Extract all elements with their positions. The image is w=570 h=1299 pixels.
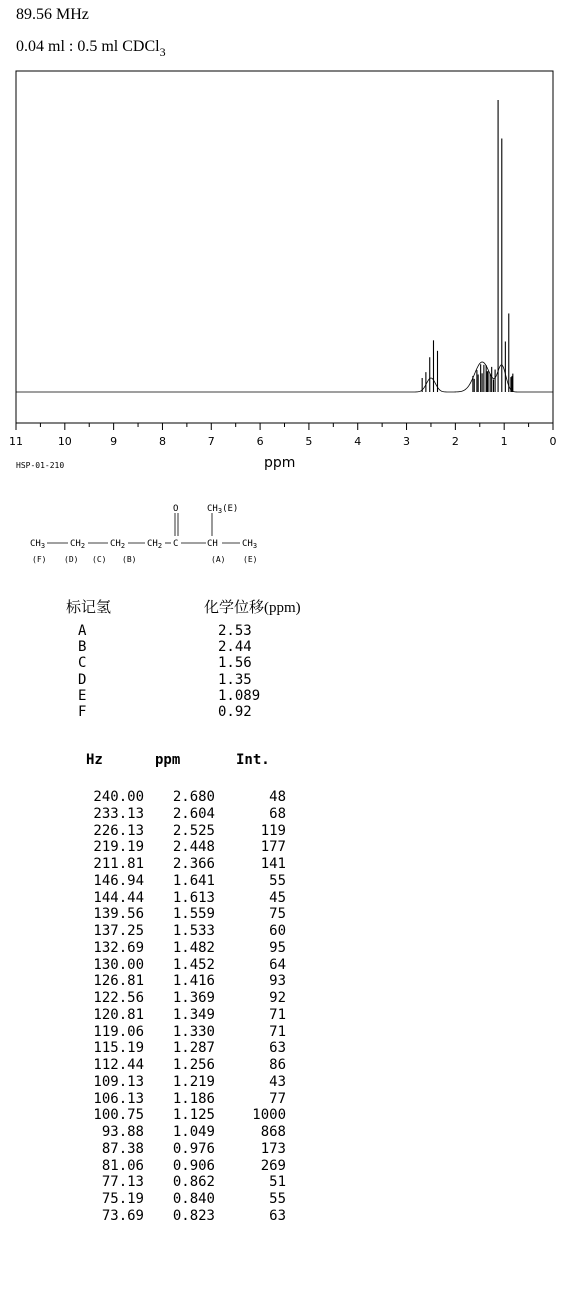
peak-row xyxy=(60,1174,286,1191)
peak-row xyxy=(60,1074,286,1091)
x-tick-label: 8 xyxy=(158,435,166,448)
peak-row xyxy=(60,873,286,890)
peak-row xyxy=(60,823,286,840)
peak-int: 60 xyxy=(269,923,286,939)
peak-row xyxy=(60,1040,286,1057)
peak-int: 63 xyxy=(269,1207,286,1224)
x-tick-label: 7 xyxy=(207,435,215,448)
peak-hz: 100.75 xyxy=(93,1107,144,1124)
assignment-row xyxy=(78,688,260,704)
branch-methyl-ch: CH xyxy=(207,504,218,514)
assignment-row xyxy=(78,639,260,655)
peak-ppm: 1.256 xyxy=(172,1057,215,1073)
peak-hz: 106.13 xyxy=(93,1090,144,1107)
peak-row xyxy=(60,1124,286,1141)
peak-ppm: 1.641 xyxy=(172,872,215,889)
assign-header-label: 标记氢 xyxy=(66,600,112,616)
peak-ppm: 2.366 xyxy=(172,856,215,872)
atom-e: $CH_3$ xyxy=(242,539,258,550)
x-tick-label: 9 xyxy=(110,435,118,448)
assignment-label: B xyxy=(78,639,87,656)
sample-subscript: 3 xyxy=(159,45,166,59)
assignment-label: C xyxy=(78,655,87,672)
branch-methyl-tag: (E) xyxy=(222,504,239,514)
peak-hz: 77.13 xyxy=(101,1174,144,1191)
atom-d: $CH_2$ xyxy=(70,539,86,550)
peak-int: 45 xyxy=(269,889,286,906)
assignment-shift: 0.92 xyxy=(218,704,252,721)
peak-hz: 93.88 xyxy=(101,1124,144,1140)
peak-ppm: 1.613 xyxy=(172,889,215,906)
peak-hz: 119.06 xyxy=(93,1023,144,1040)
peak-hz: 73.69 xyxy=(101,1207,144,1224)
peak-row xyxy=(60,957,286,974)
peak-ppm: 0.906 xyxy=(172,1157,215,1174)
peak-ppm: 1.369 xyxy=(172,990,215,1006)
peak-hz: 137.25 xyxy=(93,923,144,939)
peak-hz: 130.00 xyxy=(93,956,144,973)
peak-ppm: 1.482 xyxy=(172,939,215,956)
atom-b: $CH_2$ xyxy=(147,539,163,550)
peak-int: 86 xyxy=(269,1057,286,1073)
peak-hz: 126.81 xyxy=(93,973,144,990)
assignment-row xyxy=(78,704,260,720)
x-tick-label: 10 xyxy=(57,435,72,448)
peak-row xyxy=(60,973,286,990)
assignment-shift: 2.53 xyxy=(218,623,252,639)
peak-int: 63 xyxy=(269,1040,286,1057)
peak-ppm: 1.219 xyxy=(172,1073,215,1090)
peak-int: 77 xyxy=(269,1090,286,1107)
peak-hz: 81.06 xyxy=(101,1157,144,1174)
plot-frame xyxy=(16,71,553,423)
x-tick-label: 2 xyxy=(451,435,459,448)
peak-int: 68 xyxy=(269,805,286,822)
peak-hz: 146.94 xyxy=(93,872,144,889)
sample-text: 0.04 ml : 0.5 ml CDCl xyxy=(16,38,160,55)
peak-int: 1000 xyxy=(252,1107,286,1124)
assignment-label: F xyxy=(78,704,87,721)
assignment-row xyxy=(78,672,260,688)
peak-hz: 144.44 xyxy=(93,889,144,906)
peak-row xyxy=(60,1024,286,1041)
peak-int: 55 xyxy=(269,1191,286,1207)
tag-b: (B) xyxy=(122,555,137,564)
atom-a: CH xyxy=(207,539,218,549)
x-tick-label: 5 xyxy=(305,435,313,448)
peak-hz: 139.56 xyxy=(93,906,144,923)
assignment-shift: 1.35 xyxy=(218,671,252,688)
branch-methyl-sub: 3 xyxy=(217,507,223,515)
spectrum-code: HSP-01-210 xyxy=(16,461,65,470)
peak-int: 177 xyxy=(260,839,286,856)
peak-hz: 112.44 xyxy=(93,1057,144,1073)
peak-ppm: 0.976 xyxy=(172,1140,215,1157)
assign-header-shift: 化学位移(ppm) xyxy=(204,600,301,616)
peak-row xyxy=(60,1141,286,1158)
peak-row xyxy=(60,1007,286,1024)
sample-concentration xyxy=(16,38,166,60)
peak-int: 92 xyxy=(269,990,286,1006)
x-tick-label: 3 xyxy=(403,435,411,448)
x-tick-label: 4 xyxy=(354,435,362,448)
tag-c: (C) xyxy=(92,555,107,564)
peak-ppm: 1.559 xyxy=(172,906,215,923)
peak-ppm: 1.186 xyxy=(172,1090,215,1107)
atom-c: $CH_2$ xyxy=(110,539,126,550)
peak-row xyxy=(60,839,286,856)
atom-f: $CH_3$ xyxy=(30,539,46,550)
header-int: Int. xyxy=(236,752,270,768)
peak-row xyxy=(60,1091,286,1108)
assignment-table xyxy=(78,623,260,720)
assignment-row xyxy=(78,623,260,639)
assignment-label: A xyxy=(78,623,87,639)
peak-row xyxy=(60,1208,286,1225)
peak-int: 173 xyxy=(260,1140,286,1157)
peak-int: 55 xyxy=(269,872,286,889)
x-tick-label: 0 xyxy=(549,435,557,448)
peak-int: 51 xyxy=(269,1174,286,1191)
peak-ppm: 1.349 xyxy=(172,1006,215,1023)
assignment-shift: 1.56 xyxy=(218,655,252,672)
x-tick-label: 11 xyxy=(9,435,23,448)
peak-row xyxy=(60,1057,286,1074)
peak-row xyxy=(60,1191,286,1208)
peak-ppm: 2.448 xyxy=(172,839,215,856)
peak-ppm: 2.525 xyxy=(172,822,215,839)
assignment-label: E xyxy=(78,687,87,704)
peak-ppm: 1.416 xyxy=(172,973,215,990)
peak-ppm: 1.125 xyxy=(172,1107,215,1124)
peak-int: 71 xyxy=(269,1023,286,1040)
peak-hz: 211.81 xyxy=(93,856,144,872)
peak-hz: 109.13 xyxy=(93,1073,144,1090)
peak-ppm: 0.840 xyxy=(172,1191,215,1207)
peak-ppm: 1.287 xyxy=(172,1040,215,1057)
peak-ppm: 2.680 xyxy=(172,789,215,805)
molecule-structure xyxy=(26,500,286,572)
peak-int: 868 xyxy=(260,1124,286,1140)
peak-hz: 115.19 xyxy=(93,1040,144,1057)
peak-int: 71 xyxy=(269,1006,286,1023)
peak-int: 64 xyxy=(269,956,286,973)
header-ppm: ppm xyxy=(155,752,181,768)
peak-row xyxy=(60,940,286,957)
peak-row xyxy=(60,890,286,907)
peak-row xyxy=(60,1107,286,1124)
peak-row xyxy=(60,806,286,823)
peak-int: 95 xyxy=(269,939,286,956)
peak-int: 75 xyxy=(269,906,286,923)
header-hz: Hz xyxy=(86,752,103,768)
peak-row xyxy=(60,789,286,806)
nmr-spectrum-chart xyxy=(0,60,570,460)
peak-hz: 219.19 xyxy=(93,839,144,856)
peak-hz: 75.19 xyxy=(101,1191,144,1207)
assignment-shift: 2.44 xyxy=(218,639,252,656)
tag-a: (A) xyxy=(211,555,226,564)
peak-ppm: 1.452 xyxy=(172,956,215,973)
peak-hz: 240.00 xyxy=(93,789,144,805)
peak-hz: 226.13 xyxy=(93,822,144,839)
tag-f: (F) xyxy=(32,555,47,564)
assignment-row xyxy=(78,655,260,671)
peak-int: 141 xyxy=(260,856,286,872)
peak-int: 48 xyxy=(269,789,286,805)
peak-int: 43 xyxy=(269,1073,286,1090)
peak-row xyxy=(60,856,286,873)
peak-hz: 87.38 xyxy=(101,1140,144,1157)
peak-ppm: 2.604 xyxy=(172,805,215,822)
peak-int: 269 xyxy=(260,1157,286,1174)
peak-ppm: 1.049 xyxy=(172,1124,215,1140)
peak-row xyxy=(60,906,286,923)
peak-ppm: 0.862 xyxy=(172,1174,215,1191)
peak-int: 93 xyxy=(269,973,286,990)
peak-hz: 120.81 xyxy=(93,1006,144,1023)
peak-hz: 233.13 xyxy=(93,805,144,822)
spectrometer-frequency: 89.56 MHz xyxy=(16,6,89,23)
tag-e: (E) xyxy=(243,555,258,564)
carbonyl-oxygen: O xyxy=(173,504,179,514)
peak-ppm: 0.823 xyxy=(172,1207,215,1224)
assignment-shift: 1.089 xyxy=(218,687,261,704)
tag-d: (D) xyxy=(64,555,79,564)
x-axis-label: ppm xyxy=(264,455,296,471)
peak-ppm: 1.330 xyxy=(172,1023,215,1040)
peak-hz: 132.69 xyxy=(93,939,144,956)
peak-int: 119 xyxy=(260,822,286,839)
peak-table xyxy=(60,789,286,1225)
peak-hz: 122.56 xyxy=(93,990,144,1006)
x-tick-label: 1 xyxy=(500,435,508,448)
x-tick-label: 6 xyxy=(256,435,264,448)
assignment-label: D xyxy=(78,671,87,688)
peak-row xyxy=(60,923,286,940)
atom-carbonyl: C xyxy=(173,539,179,549)
peak-ppm: 1.533 xyxy=(172,923,215,939)
peak-row xyxy=(60,1158,286,1175)
peak-row xyxy=(60,990,286,1007)
